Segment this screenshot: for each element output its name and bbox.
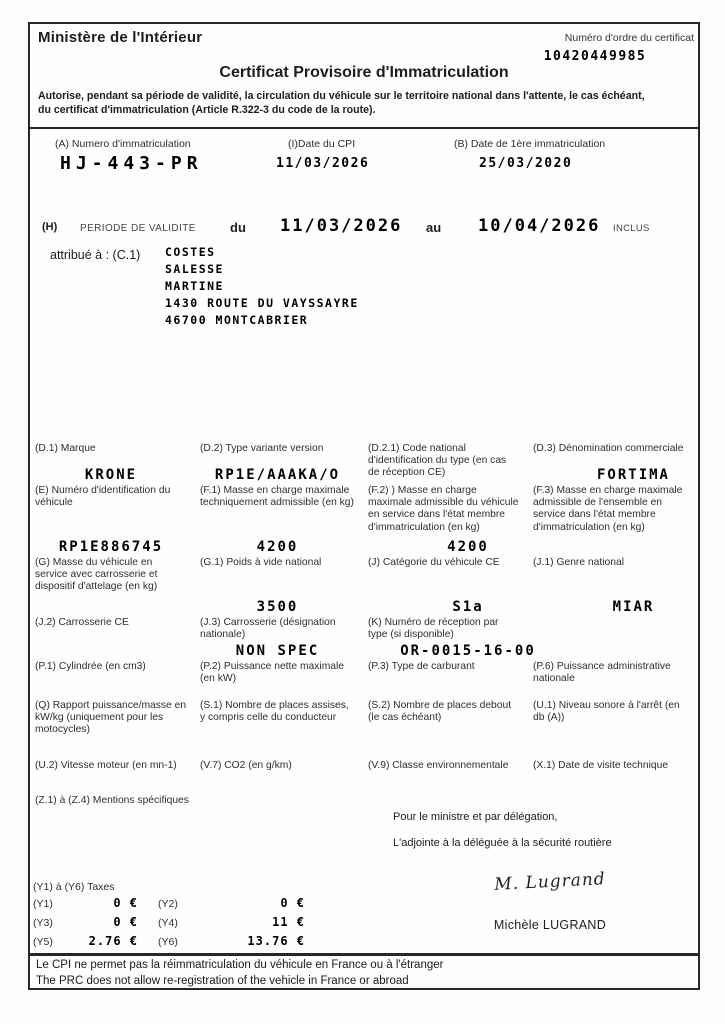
minister-delegation-line: Pour le ministre et par délégation, <box>393 811 558 823</box>
vehicle-grid-row <box>30 557 698 617</box>
tax-y1-label: (Y1) <box>33 898 53 910</box>
validity-inclus-label: INCLUS <box>613 223 650 234</box>
field-label: (U.1) Niveau sonore à l'arrêt (en db (A)) <box>533 700 680 724</box>
tax-y1-value: 0 € <box>113 896 138 910</box>
grid-cell-d21 <box>363 443 528 485</box>
field-label: (P.1) Cylindrée (en cm3) <box>35 661 146 672</box>
first-registration-date-value: 25/03/2020 <box>479 156 573 171</box>
grid-cell-p1 <box>30 661 195 700</box>
tax-y4-value: 11 € <box>272 915 305 929</box>
tax-y6-value: 13.76 € <box>247 934 305 948</box>
tax-y3-label: (Y3) <box>33 917 53 929</box>
tax-y3-value: 0 € <box>113 915 138 929</box>
field-label: (V.9) Classe environnementale <box>368 760 509 771</box>
grid-cell-d1 <box>30 443 195 485</box>
attributed-to-label: attribué à : (C.1) <box>50 248 141 262</box>
footer-notice-box <box>28 955 700 990</box>
field-label: (G) Masse du véhicule en service avec carrosserie et dispositif d'attelage (en kg) <box>35 557 158 593</box>
signatory-name: Michèle LUGRAND <box>493 918 607 932</box>
field-value: KRONE <box>84 467 138 483</box>
authorization-text <box>38 90 688 117</box>
field-value: 4200 <box>447 539 489 555</box>
grid-cell-v7 <box>195 760 363 794</box>
validity-to-label: au <box>426 220 442 235</box>
grid-cell-j <box>363 557 528 617</box>
holder-city: 46700 MONTCABRIER <box>165 313 309 327</box>
tax-y2-label: (Y2) <box>158 898 178 910</box>
field-label: (K) Numéro de réception par type (si disponible) <box>368 617 499 641</box>
footer-notice-en: The PRC does not allow re-registration of the vehicle in France or abroad <box>36 974 409 987</box>
grid-cell-s1 <box>195 700 363 760</box>
tax-row-1 <box>30 896 350 912</box>
field-label: (E) Numéro d'identification du véhicule <box>35 485 171 509</box>
grid-cell-g1 <box>195 557 363 617</box>
vehicle-grid-row <box>30 443 698 485</box>
field-value: FORTIMA <box>596 467 670 483</box>
vehicle-grid-row <box>30 700 698 760</box>
holder-address-block <box>165 244 359 329</box>
field-label: (V.7) CO2 (en g/km) <box>200 760 292 771</box>
field-value: NON SPEC <box>235 643 320 659</box>
validity-to-date: 10/04/2026 <box>478 216 601 236</box>
footer-notice-fr: Le CPI ne permet pas la réimmatriculation du véhicule en France ou à l'étranger <box>36 959 444 971</box>
validity-from-date: 11/03/2026 <box>280 216 403 236</box>
field-a-label: (A) Numero d'immatriculation <box>55 138 191 150</box>
vin-value: RP1E886745 <box>58 539 164 555</box>
grid-cell-p6 <box>528 661 698 700</box>
grid-cell-d3 <box>528 443 698 485</box>
tax-y6-label: (Y6) <box>158 936 178 948</box>
grid-cell-e <box>30 485 195 557</box>
field-label: (D.1) Marque <box>35 443 96 454</box>
grid-cell-q <box>30 700 195 760</box>
header-divider <box>30 127 698 129</box>
field-value: 4200 <box>256 539 299 555</box>
grid-cell-j2 <box>30 617 195 661</box>
field-label: (D.2.1) Code national d'identification du type (en cas de réception CE) <box>368 443 507 479</box>
grid-cell-g <box>30 557 195 617</box>
authorization-line-1: Autorise, pendant sa période de validité, la circulation du véhicule sur le territoire national dans l'attente, le cas échéant, <box>38 90 645 102</box>
field-value: OR-0015-16-00 <box>400 643 536 659</box>
cert-order-label: Numéro d'ordre du certificat <box>564 32 694 44</box>
field-label: (S.2) Nombre de places debout (le cas échéant) <box>368 700 512 724</box>
handwritten-signature: M. Lugrand <box>493 869 607 895</box>
field-label: (D.3) Dénomination commerciale <box>533 443 684 454</box>
field-label: (F.3) Masse en charge maximale admissible de l'ensemble en service dans l'état membre d'immatriculation (en kg) <box>533 485 683 533</box>
authorization-line-2: du certificat d'immatriculation (Article R.322-3 du code de la route). <box>38 103 376 116</box>
field-label: (G.1) Poids à vide national <box>200 557 322 568</box>
validity-from-label: du <box>230 220 246 235</box>
ministry-title: Ministère de l'Intérieur <box>38 29 203 46</box>
holder-name-3: MARTINE <box>165 279 224 293</box>
tax-y2-value: 0 € <box>280 896 305 910</box>
field-label: (S.1) Nombre de places assises, y compris celle du conducteur <box>200 700 349 724</box>
vehicle-data-grid <box>30 443 698 794</box>
grid-cell-s2 <box>363 700 528 760</box>
grid-cell-v9 <box>363 760 528 794</box>
field-label: (P.3) Type de carburant <box>368 661 475 672</box>
document-main-frame <box>28 22 700 955</box>
field-value: RP1E/AAAKA/O <box>214 467 341 483</box>
field-b-label: (B) Date de 1ère immatriculation <box>454 138 606 150</box>
grid-cell-p2 <box>195 661 363 700</box>
tax-y5-label: (Y5) <box>33 936 53 948</box>
field-value: S1a <box>452 599 484 615</box>
field-label: (D.2) Type variante version <box>200 443 324 454</box>
grid-cell-f3 <box>528 485 698 557</box>
cpi-date-value: 11/03/2026 <box>276 156 370 171</box>
grid-cell-f2 <box>363 485 528 557</box>
grid-cell-empty <box>528 617 698 661</box>
taxes-section-label: (Y1) à (Y6) Taxes <box>33 881 115 893</box>
field-i-label: (I)Date du CPI <box>288 138 356 150</box>
holder-name-1: COSTES <box>165 245 216 259</box>
grid-cell-x1 <box>528 760 698 794</box>
field-label: (J.3) Carrosserie (désignation nationale) <box>200 617 336 641</box>
validity-period-label: PERIODE DE VALIDITE <box>80 223 196 234</box>
grid-cell-u2 <box>30 760 195 794</box>
field-label: (U.2) Vitesse moteur (en mn-1) <box>35 760 177 771</box>
field-label: (J.2) Carrosserie CE <box>35 617 129 628</box>
vehicle-grid-row <box>30 760 698 794</box>
grid-cell-u1 <box>528 700 698 760</box>
grid-cell-d2 <box>195 443 363 485</box>
vehicle-grid-row <box>30 485 698 557</box>
delegate-title-line: L'adjointe à la déléguée à la sécurité routière <box>393 837 612 849</box>
tax-row-2 <box>30 915 350 931</box>
field-label: (Q) Rapport puissance/masse en kW/kg (uniquement pour les motocycles) <box>35 700 187 736</box>
field-value: 3500 <box>256 599 299 615</box>
vehicle-grid-row <box>30 617 698 661</box>
tax-row-3 <box>30 934 350 950</box>
mentions-label: (Z.1) à (Z.4) Mentions spécifiques <box>35 795 189 806</box>
cert-order-number: 10420449985 <box>543 49 647 64</box>
field-label: (F.1) Masse en charge maximale techniquement admissible (en kg) <box>200 485 354 509</box>
field-value: MIAR <box>612 599 655 615</box>
tax-y5-value: 2.76 € <box>88 934 138 948</box>
field-label: (X.1) Date de visite technique <box>533 760 669 771</box>
field-h-key: (H) <box>42 221 58 233</box>
field-label: (F.2) ) Masse en charge maximale admissible du véhicule en service dans l'état membre d'immatriculation (en kg) <box>368 485 519 533</box>
field-label: (J.1) Genre national <box>533 557 625 568</box>
field-label: (J) Catégorie du véhicule CE <box>368 557 500 568</box>
grid-cell-j1 <box>528 557 698 617</box>
plate-number-value: HJ-443-PR <box>60 153 203 174</box>
holder-street: 1430 ROUTE DU VAYSSAYRE <box>165 296 359 310</box>
grid-cell-j3 <box>195 617 363 661</box>
grid-cell-f1 <box>195 485 363 557</box>
holder-name-2: SALESSE <box>165 262 224 276</box>
document-title: Certificat Provisoire d'Immatriculation <box>219 64 509 81</box>
field-label: (P.2) Puissance nette maximale (en kW) <box>200 661 345 685</box>
vehicle-grid-row <box>30 661 698 700</box>
grid-cell-k <box>363 617 536 661</box>
tax-y4-label: (Y4) <box>158 917 178 929</box>
field-label: (P.6) Puissance administrative nationale <box>533 661 671 685</box>
grid-cell-p3 <box>363 661 528 700</box>
